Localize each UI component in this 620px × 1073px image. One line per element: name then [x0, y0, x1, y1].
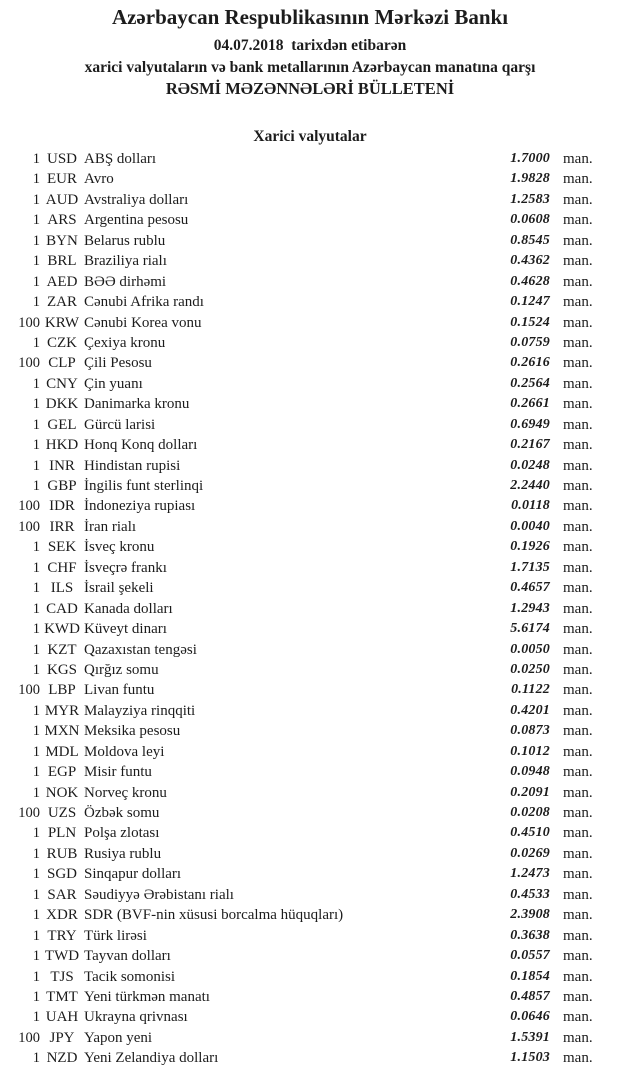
currency-code-cell: INR [49, 457, 75, 474]
currency-name-cell: SDR (BVF-nin xüsusi borcalma hüquqları) [84, 907, 344, 924]
unit-cell: man. [563, 396, 593, 413]
currency-row [0, 640, 620, 660]
currency-code-cell: CHF [47, 559, 77, 576]
unit-cell: man. [563, 498, 593, 515]
quantity-cell: 1 [32, 151, 40, 167]
currency-name-cell: Çin yuanı [84, 375, 143, 392]
rate-cell: 0.8545 [510, 232, 550, 248]
currency-row [0, 844, 620, 864]
currency-row [0, 251, 620, 271]
rate-cell: 0.6949 [510, 416, 550, 432]
unit-cell: man. [563, 1029, 593, 1046]
currency-name-cell: Meksika pesosu [84, 723, 181, 740]
rate-cell: 1.7135 [510, 559, 550, 575]
currency-name-cell: Türk lirəsi [84, 927, 147, 944]
unit-cell: man. [563, 825, 593, 842]
currency-code-cell: JPY [49, 1029, 75, 1046]
rate-cell: 0.4657 [510, 580, 550, 596]
unit-cell: man. [563, 682, 593, 699]
quantity-cell: 1 [32, 273, 40, 290]
currency-row [0, 333, 620, 353]
currency-name-cell: Moldova leyi [84, 743, 165, 760]
currency-row [0, 680, 620, 700]
quantity-cell: 1 [32, 334, 40, 351]
currency-row [0, 496, 620, 516]
currency-row [0, 231, 620, 251]
unit-cell: man. [563, 253, 593, 270]
rate-cell: 0.0250 [510, 661, 550, 677]
currency-row [0, 210, 620, 230]
unit-cell: man. [563, 886, 593, 903]
rate-cell: 0.1012 [510, 743, 550, 759]
currency-row [0, 517, 620, 537]
currency-code-cell: ILS [50, 580, 74, 597]
currency-name-cell: Özbək somu [84, 805, 160, 821]
unit-cell: man. [563, 907, 593, 924]
currency-code-cell: EGP [47, 764, 77, 781]
unit-cell: man. [563, 212, 593, 229]
currency-code-cell: BRL [47, 253, 77, 270]
rate-cell: 0.4201 [510, 702, 550, 718]
currency-code-cell: GEL [47, 416, 77, 433]
unit-cell: man. [563, 559, 593, 576]
rate-cell: 0.3638 [510, 927, 550, 943]
currency-name-cell: Cənubi Korea vonu [84, 314, 202, 331]
quantity-cell: 1 [32, 641, 40, 658]
rate-cell: 0.4628 [510, 273, 550, 289]
rate-cell: 0.2616 [510, 355, 550, 371]
currency-name-cell: ABŞ dolları [84, 151, 157, 167]
currency-row [0, 967, 620, 987]
rate-cell: 0.4857 [510, 988, 550, 1004]
currency-row [0, 599, 620, 619]
quantity-cell: 1 [32, 232, 40, 249]
currency-code-cell: CAD [46, 600, 78, 617]
currency-row [0, 762, 620, 782]
rate-cell: 0.1854 [510, 968, 550, 984]
quantity-cell: 1 [32, 784, 40, 801]
unit-cell: man. [563, 621, 593, 638]
currency-name-cell: Belarus rublu [84, 232, 166, 249]
currency-code-cell: MDL [45, 743, 79, 760]
currency-code-cell: SGD [46, 866, 77, 883]
unit-cell: man. [563, 518, 593, 535]
unit-cell: man. [563, 845, 593, 862]
quantity-cell: 1 [32, 457, 40, 474]
currency-name-cell: İsveç kronu [84, 539, 155, 556]
rate-cell: 1.2473 [510, 866, 550, 882]
currency-code-cell: IDR [49, 498, 75, 515]
unit-cell: man. [563, 416, 593, 433]
currency-code-cell: SEK [47, 539, 77, 556]
rate-cell: 1.5391 [510, 1029, 550, 1045]
unit-cell: man. [563, 232, 593, 249]
quantity-cell: 1 [32, 416, 40, 433]
rate-cell: 0.0040 [510, 518, 550, 534]
currency-name-cell: İsrail şekeli [84, 580, 154, 597]
currency-row [0, 823, 620, 843]
rate-cell: 1.2583 [510, 191, 550, 207]
rate-cell: 0.4533 [510, 886, 550, 902]
rate-cell: 0.4510 [510, 825, 550, 841]
currency-name-cell: Küveyt dinarı [84, 621, 167, 638]
currency-name-cell: Qırğız somu [84, 661, 159, 678]
unit-cell: man. [563, 437, 593, 454]
quantity-cell: 1 [32, 294, 40, 311]
currency-row [0, 169, 620, 189]
currency-code-cell: RUB [46, 845, 78, 862]
rate-cell: 1.9828 [510, 171, 550, 187]
rate-cell: 1.2943 [510, 600, 550, 616]
currency-name-cell: Ukrayna qrivnası [84, 1009, 188, 1026]
currency-code-cell: GBP [47, 478, 77, 494]
rate-cell: 0.2564 [510, 375, 550, 391]
currency-row [0, 313, 620, 333]
currency-code-cell: SAR [47, 886, 77, 903]
unit-cell: man. [563, 580, 593, 597]
currency-code-cell: EUR [47, 171, 77, 188]
currency-row [0, 701, 620, 721]
date-line: 04.07.2018 tarixdən etibarən [213, 37, 407, 54]
currency-code-cell: XDR [46, 907, 78, 924]
currency-name-cell: Livan funtu [84, 682, 155, 699]
currency-name-cell: Yapon yeni [84, 1029, 153, 1046]
quantity-cell: 1 [32, 927, 40, 944]
currency-code-cell: NOK [45, 784, 79, 801]
unit-cell: man. [563, 1050, 593, 1067]
quantity-cell: 100 [18, 805, 40, 821]
quantity-cell: 1 [32, 907, 40, 924]
rate-cell: 0.0557 [510, 948, 550, 964]
unit-cell: man. [563, 273, 593, 290]
quantity-cell: 1 [32, 988, 40, 1005]
quantity-cell: 100 [18, 355, 40, 372]
unit-cell: man. [563, 968, 593, 985]
rate-cell: 0.0948 [510, 764, 550, 780]
section-title: Xarici valyutalar [253, 128, 367, 145]
currency-code-cell: NZD [46, 1050, 78, 1067]
currency-row [0, 803, 620, 823]
currency-row [0, 1048, 620, 1068]
currency-name-cell: Gürcü larisi [84, 416, 156, 433]
currency-row [0, 885, 620, 905]
unit-cell: man. [563, 191, 593, 208]
rate-cell: 0.1247 [510, 294, 550, 310]
currency-row [0, 558, 620, 578]
currency-row [0, 660, 620, 680]
quantity-cell: 1 [32, 171, 40, 188]
currency-row [0, 537, 620, 557]
currency-code-cell: TMT [46, 988, 78, 1005]
rate-cell: 0.0759 [510, 334, 550, 350]
currency-name-cell: Çili Pesosu [84, 355, 152, 372]
unit-cell: man. [563, 478, 593, 494]
rate-cell: 0.0118 [511, 498, 550, 514]
bulletin-title: RƏSMİ MƏZƏNNƏLƏRİ BÜLLETENİ [165, 79, 455, 98]
unit-cell: man. [563, 171, 593, 188]
quantity-cell: 1 [32, 661, 40, 678]
currency-code-cell: HKD [45, 437, 79, 454]
unit-cell: man. [563, 743, 593, 760]
rate-cell: 0.1122 [511, 682, 550, 698]
quantity-cell: 1 [32, 886, 40, 903]
currency-name-cell: Cənubi Afrika randı [84, 294, 204, 311]
unit-cell: man. [563, 334, 593, 351]
currency-row [0, 619, 620, 639]
currency-row [0, 926, 620, 946]
currency-row [0, 415, 620, 435]
currency-code-cell: CZK [47, 334, 77, 351]
unit-cell: man. [563, 151, 593, 167]
bank-title: Azərbaycan Respublikasının Mərkəzi Bankı [111, 5, 509, 29]
rate-cell: 0.1524 [510, 314, 550, 330]
quantity-cell: 1 [32, 478, 40, 494]
quantity-cell: 1 [32, 825, 40, 842]
unit-cell: man. [563, 1009, 593, 1026]
unit-cell: man. [563, 641, 593, 658]
rate-cell: 0.0248 [510, 457, 550, 473]
currency-code-cell: ARS [47, 212, 77, 229]
currency-row [0, 578, 620, 598]
quantity-cell: 1 [32, 845, 40, 862]
unit-cell: man. [563, 764, 593, 781]
rate-cell: 0.1926 [510, 539, 550, 555]
currency-row [0, 1028, 620, 1048]
rate-cell: 0.0208 [510, 805, 550, 820]
currency-name-cell: Yeni türkmən manatı [84, 988, 210, 1005]
quantity-cell: 1 [32, 723, 40, 740]
currency-code-cell: TRY [47, 927, 77, 944]
currency-code-cell: PLN [47, 825, 77, 842]
currency-row [0, 987, 620, 1007]
quantity-cell: 1 [32, 212, 40, 229]
currency-code-cell: LBP [48, 682, 76, 699]
rate-cell: 0.0050 [510, 641, 550, 657]
quantity-cell: 1 [32, 539, 40, 556]
quantity-cell: 1 [32, 866, 40, 883]
currency-code-cell: UAH [45, 1009, 79, 1026]
currency-row [0, 476, 620, 496]
quantity-cell: 1 [32, 1050, 40, 1067]
unit-cell: man. [563, 805, 593, 821]
quantity-cell: 1 [32, 396, 40, 413]
currency-name-cell: Avstraliya dolları [84, 191, 189, 208]
currency-row [0, 905, 620, 925]
currency-code-cell: USD [46, 151, 77, 167]
currency-code-cell: ZAR [47, 294, 77, 311]
unit-cell: man. [563, 784, 593, 801]
currency-row [0, 394, 620, 414]
unit-cell: man. [563, 927, 593, 944]
currency-row [0, 149, 620, 169]
unit-cell: man. [563, 314, 593, 331]
currency-rate-table [0, 149, 620, 1069]
unit-cell: man. [563, 988, 593, 1005]
currency-name-cell: Tacik somonisi [84, 968, 176, 985]
currency-code-cell: KRW [44, 314, 80, 331]
currency-name-cell: Honq Konq dolları [84, 437, 198, 454]
currency-name-cell: Qazaxıstan tengəsi [84, 641, 197, 658]
rate-cell: 1.7000 [510, 151, 550, 166]
currency-name-cell: Norveç kronu [84, 784, 167, 801]
currency-code-cell: DKK [45, 396, 79, 413]
rate-cell: 0.2167 [510, 437, 550, 453]
currency-name-cell: İngilis funt sterlinqi [84, 478, 204, 494]
currency-row [0, 946, 620, 966]
quantity-cell: 1 [32, 1009, 40, 1026]
rate-cell: 0.0873 [510, 723, 550, 739]
currency-name-cell: Danimarka kronu [84, 396, 190, 413]
quantity-cell: 100 [18, 1029, 40, 1046]
unit-cell: man. [563, 723, 593, 740]
quantity-cell: 1 [32, 764, 40, 781]
quantity-cell: 100 [18, 682, 40, 699]
currency-code-cell: UZS [47, 805, 77, 821]
quantity-cell: 100 [18, 498, 40, 515]
currency-name-cell: Çexiya kronu [84, 334, 166, 351]
currency-name-cell: Rusiya rublu [84, 845, 162, 862]
currency-name-cell: İran rialı [84, 518, 137, 535]
rate-cell: 0.2661 [510, 396, 550, 412]
currency-code-cell: TJS [50, 968, 74, 985]
currency-name-cell: Səudiyyə Ərəbistanı rialı [84, 886, 234, 903]
quantity-cell: 1 [32, 621, 40, 638]
currency-code-cell: CNY [46, 375, 78, 392]
currency-row [0, 374, 620, 394]
currency-name-cell: Braziliya rialı [84, 253, 167, 270]
subject-line: xarici valyutaların və bank metallarının Azərbaycan manatına qarşı [84, 59, 536, 76]
unit-cell: man. [563, 948, 593, 965]
currency-code-cell: KGS [46, 661, 77, 678]
currency-name-cell: Tayvan dolları [84, 948, 171, 965]
currency-name-cell: Polşa zlotası [84, 825, 160, 842]
currency-code-cell: IRR [49, 518, 75, 535]
currency-code-cell: MYR [44, 702, 80, 719]
currency-code-cell: AUD [45, 191, 79, 208]
unit-cell: man. [563, 600, 593, 617]
quantity-cell: 1 [32, 253, 40, 270]
currency-name-cell: BƏƏ dirhəmi [84, 273, 167, 290]
quantity-cell: 100 [18, 314, 40, 331]
currency-row [0, 435, 620, 455]
currency-row [0, 864, 620, 884]
rate-cell: 2.2440 [510, 478, 550, 493]
currency-row [0, 353, 620, 373]
currency-code-cell: KZT [47, 641, 77, 658]
currency-name-cell: Yeni Zelandiya dolları [84, 1050, 219, 1067]
currency-row [0, 456, 620, 476]
currency-name-cell: İndoneziya rupiası [84, 498, 196, 515]
quantity-cell: 100 [18, 518, 40, 535]
rate-cell: 1.1503 [510, 1050, 550, 1066]
currency-name-cell: Avro [84, 171, 114, 188]
currency-code-cell: MXN [44, 723, 80, 740]
currency-code-cell: KWD [44, 621, 80, 638]
unit-cell: man. [563, 702, 593, 719]
currency-row [0, 272, 620, 292]
quantity-cell: 1 [32, 948, 40, 965]
currency-code-cell: TWD [44, 948, 80, 965]
quantity-cell: 1 [32, 743, 40, 760]
quantity-cell: 1 [32, 375, 40, 392]
unit-cell: man. [563, 355, 593, 372]
unit-cell: man. [563, 539, 593, 556]
quantity-cell: 1 [32, 580, 40, 597]
currency-name-cell: Malayziya rinqqiti [84, 702, 196, 719]
currency-name-cell: Sinqapur dolları [84, 866, 182, 883]
unit-cell: man. [563, 457, 593, 474]
quantity-cell: 1 [32, 559, 40, 576]
currency-row [0, 190, 620, 210]
currency-name-cell: Argentina pesosu [84, 212, 189, 229]
unit-cell: man. [563, 866, 593, 883]
quantity-cell: 1 [32, 437, 40, 454]
unit-cell: man. [563, 375, 593, 392]
quantity-cell: 1 [32, 968, 40, 985]
currency-row [0, 783, 620, 803]
currency-code-cell: CLP [48, 355, 76, 372]
currency-row [0, 1007, 620, 1027]
rate-cell: 0.0269 [510, 845, 550, 861]
rate-cell: 0.2091 [510, 784, 550, 800]
currency-row [0, 721, 620, 741]
rate-cell: 0.0646 [510, 1009, 550, 1025]
currency-code-cell: BYN [46, 232, 78, 249]
rate-cell: 2.3908 [510, 907, 550, 923]
unit-cell: man. [563, 294, 593, 311]
currency-name-cell: İsveçrə frankı [84, 559, 167, 576]
rate-cell: 0.0608 [510, 212, 550, 228]
currency-row [0, 292, 620, 312]
currency-name-cell: Kanada dolları [84, 600, 173, 617]
quantity-cell: 1 [32, 702, 40, 719]
currency-code-cell: AED [46, 273, 78, 290]
rate-cell: 5.6174 [510, 621, 550, 637]
currency-name-cell: Misir funtu [84, 764, 152, 781]
quantity-cell: 1 [32, 191, 40, 208]
unit-cell: man. [563, 661, 593, 678]
quantity-cell: 1 [32, 600, 40, 617]
currency-name-cell: Hindistan rupisi [84, 457, 181, 474]
currency-row [0, 742, 620, 762]
rate-cell: 0.4362 [510, 253, 550, 269]
